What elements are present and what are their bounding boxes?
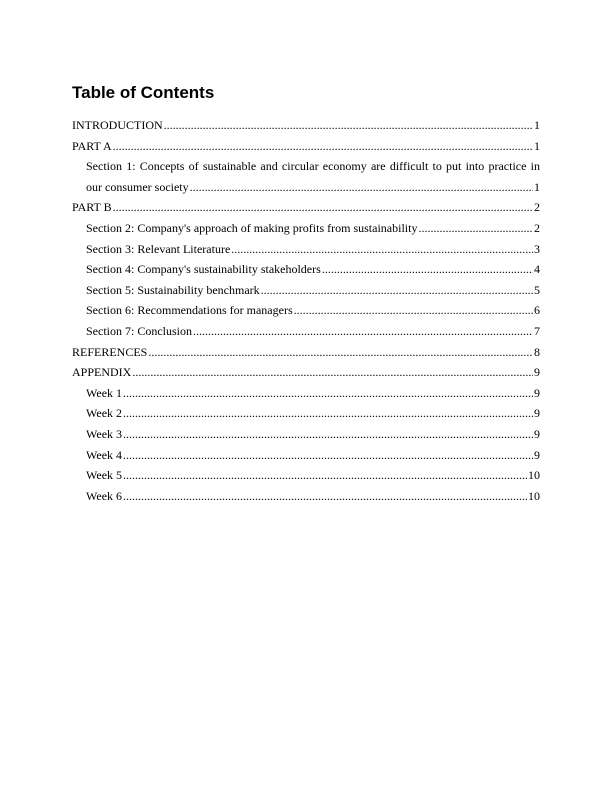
toc-dot-leader <box>322 259 533 280</box>
toc-entry-label: INTRODUCTION <box>72 118 163 132</box>
toc-page-number: 9 <box>534 447 540 462</box>
toc-entry-label: Week 6 <box>86 488 123 503</box>
toc-entry-label: Week 4 <box>86 447 123 462</box>
toc-page-number: 8 <box>534 344 540 359</box>
toc-entry-label: Section 5: Sustainability benchmark <box>86 282 260 297</box>
toc-entry-label: Week 5 <box>86 468 123 483</box>
toc-dot-leader <box>123 383 533 404</box>
toc-dot-leader <box>113 197 533 218</box>
toc-dot-leader <box>132 362 533 383</box>
toc-title: Table of Contents <box>72 83 215 102</box>
toc-entry-week-3[interactable] <box>72 424 540 445</box>
toc-dot-leader <box>231 239 533 260</box>
toc-entry-week-6[interactable] <box>72 486 540 507</box>
toc-dot-leader <box>190 177 533 198</box>
toc-page-number: 9 <box>534 385 540 400</box>
toc-dot-leader <box>418 218 533 239</box>
toc-list <box>72 115 540 506</box>
toc-entry-section-7[interactable] <box>72 321 540 342</box>
toc-entry-label-line1: Section 1: Concepts of sustainable and circular economy are difficult to put into practice in <box>86 159 540 174</box>
toc-dot-leader <box>123 424 533 445</box>
toc-entry-week-5[interactable] <box>72 465 540 486</box>
toc-entry-section-3[interactable] <box>72 239 540 260</box>
toc-page-number: 9 <box>534 426 540 441</box>
toc-entry-section-1[interactable] <box>72 156 540 197</box>
toc-entry-part-b[interactable] <box>72 197 540 218</box>
toc-page-number: 1 <box>534 118 540 132</box>
toc-entry-section-5[interactable] <box>72 280 540 301</box>
toc-entry-label: Week 2 <box>86 406 123 421</box>
toc-entry-label: REFERENCES <box>72 344 148 359</box>
toc-page-number: 1 <box>534 138 540 153</box>
toc-page-number: 10 <box>528 488 540 503</box>
toc-dot-leader <box>123 465 527 486</box>
toc-dot-leader <box>193 321 533 342</box>
toc-dot-leader <box>164 115 533 136</box>
toc-dot-leader <box>123 486 527 507</box>
toc-page-number: 9 <box>534 406 540 421</box>
toc-entry-label: Week 3 <box>86 426 123 441</box>
toc-entry-week-4[interactable] <box>72 445 540 466</box>
toc-entry-label: Section 4: Company's sustainability stakeholders <box>86 262 321 277</box>
toc-entry-label: Section 2: Company's approach of making profits from sustainability <box>86 220 418 235</box>
toc-page-number: 5 <box>534 282 540 297</box>
toc-dot-leader <box>123 403 533 424</box>
toc-page-number: 4 <box>534 262 540 277</box>
toc-dot-leader <box>148 342 533 363</box>
toc-page-number: 2 <box>534 220 540 235</box>
toc-dot-leader <box>294 300 533 321</box>
toc-dot-leader <box>123 445 533 466</box>
toc-entry-label-line2: our consumer society <box>86 179 189 194</box>
toc-entry-label: PART B <box>72 200 112 215</box>
toc-entry-part-a[interactable] <box>72 136 540 157</box>
toc-entry-section-6[interactable] <box>72 300 540 321</box>
toc-entry-week-1[interactable] <box>72 383 540 404</box>
toc-entry-label: Week 1 <box>86 385 123 400</box>
toc-page-number: 1 <box>534 179 540 194</box>
toc-entry-section-2[interactable] <box>72 218 540 239</box>
toc-page-number: 2 <box>534 200 540 215</box>
toc-entry-label: Section 6: Recommendations for managers <box>86 303 293 318</box>
toc-page-number: 9 <box>534 365 540 380</box>
toc-entry-section-4[interactable] <box>72 259 540 280</box>
toc-dot-leader <box>261 280 533 301</box>
toc-entry-label: PART A <box>72 138 112 153</box>
toc-page-number: 6 <box>534 303 540 318</box>
toc-page-number: 3 <box>534 241 540 256</box>
toc-dot-leader <box>113 136 533 157</box>
toc-entry-label: Section 3: Relevant Literature <box>86 241 231 256</box>
toc-entry-introduction[interactable] <box>72 115 540 136</box>
toc-entry-appendix[interactable] <box>72 362 540 383</box>
toc-page-number: 7 <box>534 323 540 338</box>
toc-entry-label: APPENDIX <box>72 365 132 380</box>
toc-entry-references[interactable] <box>72 342 540 363</box>
toc-page-number: 10 <box>528 468 540 483</box>
toc-entry-label: Section 7: Conclusion <box>86 323 192 338</box>
toc-entry-week-2[interactable] <box>72 403 540 424</box>
